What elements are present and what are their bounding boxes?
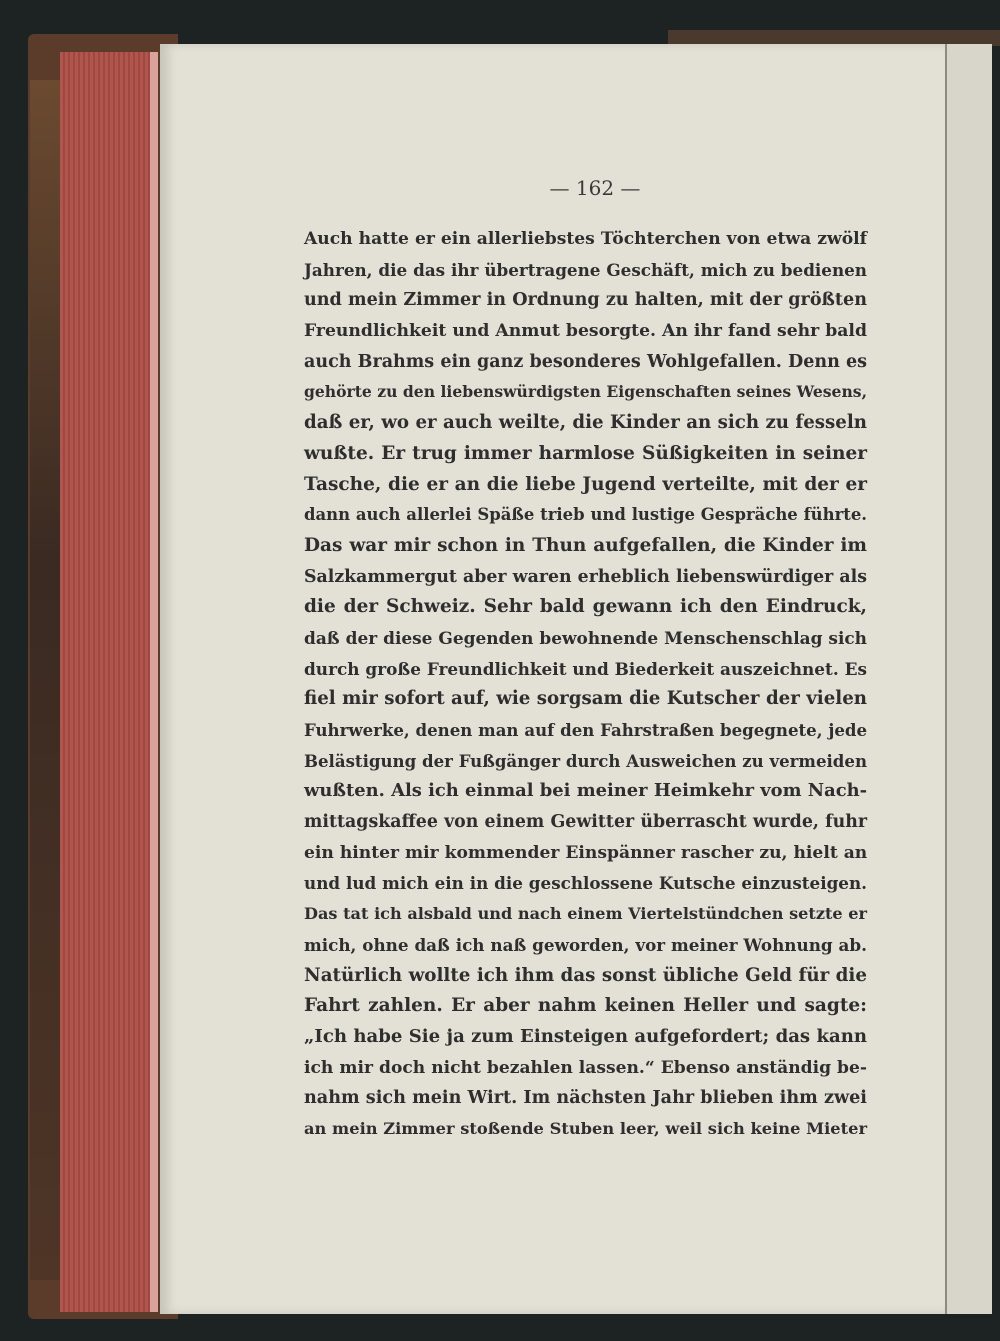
text-line: mittagskaffee von einem Gewitter überrascht wurde, fuhr bbox=[304, 812, 867, 833]
page-edge-highlight bbox=[150, 52, 158, 1312]
text-line: die der Schweiz. Sehr bald gewann ich den Eindruck, bbox=[304, 596, 867, 618]
red-page-edges bbox=[60, 52, 158, 1312]
text-line: Jahren, die das ihr übertragene Geschäft, mich zu bedienen bbox=[304, 259, 867, 280]
text-line: Belästigung der Fußgänger durch Ausweichen zu vermeiden bbox=[304, 750, 867, 771]
text-line: Auch hatte er ein allerliebstes Töchterchen von etwa zwölf bbox=[304, 229, 867, 249]
text-line: mich, ohne daß ich naß geworden, vor meiner Wohnung ab. bbox=[304, 934, 867, 955]
text-line: und mein Zimmer in Ordnung zu halten, mit der größten bbox=[304, 289, 867, 311]
text-line: daß der diese Gegenden bewohnende Menschenschlag sich bbox=[304, 627, 867, 648]
text-line: wußten. Als ich einmal bei meiner Heimkehr vom Nach- bbox=[304, 780, 867, 802]
text-line: Fahrt zahlen. Er aber nahm keinen Heller und sagte: bbox=[304, 995, 867, 1017]
text-line: Fuhrwerke, denen man auf den Fahrstraßen begegnete, jede bbox=[304, 720, 867, 740]
text-line: und lud mich ein in die geschlossene Kutsche einzusteigen. bbox=[304, 873, 867, 894]
text-line: ich mir doch nicht bezahlen lassen.“ Ebenso anständig be- bbox=[304, 1057, 867, 1078]
facing-page bbox=[945, 44, 992, 1314]
text-line: dann auch allerlei Späße trieb und lustige Gespräche führte. bbox=[304, 505, 867, 525]
text-line: ein hinter mir kommender Einspänner rascher zu, hielt an bbox=[304, 842, 868, 863]
text-line: Das tat ich alsbald und nach einem Viertelstündchen setzte er bbox=[304, 904, 867, 924]
text-line: fiel mir sofort auf, wie sorgsam die Kutscher der vielen bbox=[304, 688, 867, 710]
text-line: Tasche, die er an die liebe Jugend verteilte, mit der er bbox=[304, 473, 867, 495]
text-line: auch Brahms ein ganz besonderes Wohlgefallen. Denn es bbox=[304, 351, 867, 372]
book-spine bbox=[30, 80, 60, 1280]
text-line: Salzkammergut aber waren erheblich liebenswürdiger als bbox=[304, 566, 867, 587]
body-text bbox=[304, 224, 867, 1145]
text-line: „Ich habe Sie ja zum Einsteigen aufgefordert; das kann bbox=[304, 1025, 867, 1047]
text-line: Freundlichkeit und Anmut besorgte. An ihr fand sehr bald bbox=[304, 321, 867, 342]
text-line: nahm sich mein Wirt. Im nächsten Jahr blieben ihm zwei bbox=[304, 1087, 867, 1109]
text-line: durch große Freundlichkeit und Biederkeit auszeichnet. Es bbox=[304, 658, 867, 679]
text-line: Natürlich wollte ich ihm das sonst übliche Geld für die bbox=[304, 964, 867, 986]
text-line: gehörte zu den liebenswürdigsten Eigenschaften seines Wesens, bbox=[304, 382, 867, 402]
text-line: an mein Zimmer stoßende Stuben leer, weil sich keine Mieter bbox=[304, 1118, 867, 1138]
page-number: — 162 — bbox=[549, 176, 641, 200]
text-line: daß er, wo er auch weilte, die Kinder an sich zu fesseln bbox=[304, 412, 867, 434]
text-line: Das war mir schon in Thun aufgefallen, die Kinder im bbox=[304, 534, 867, 556]
text-line: wußte. Er trug immer harmlose Süßigkeiten in seiner bbox=[304, 442, 867, 464]
